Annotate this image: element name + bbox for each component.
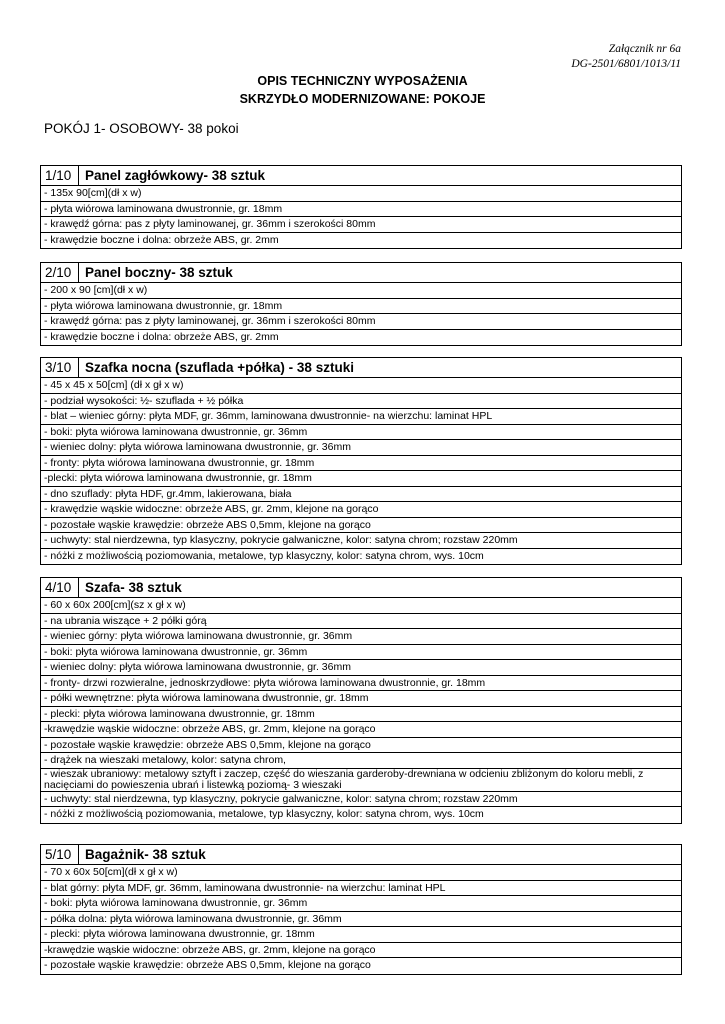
spec-row: - płyta wiórowa laminowana dwustronnie, gr. 18mm — [41, 299, 681, 315]
section-header — [41, 358, 681, 378]
spec-row: - fronty- drzwi rozwieralne, jednoskrzydłowe: płyta wiórowa laminowana dwustronnie, gr. 18mm — [41, 676, 681, 692]
spec-row: - wieszak ubraniowy: metalowy sztyft i zaczep, część do wieszania garderoby-drewniana w odcieniu zbliżonym do koloru mebli, z nacięciami do powieszenia ubrań i listewką poziomą- 3 wieszaki — [41, 769, 681, 792]
spec-row: - plecki: płyta wiórowa laminowana dwustronnie, gr. 18mm — [41, 707, 681, 723]
spec-row: - płyta wiórowa laminowana dwustronnie, gr. 18mm — [41, 202, 681, 218]
section-title: Panel zagłówkowy- 38 sztuk — [85, 168, 266, 183]
spec-row: - półka dolna: płyta wiórowa laminowana dwustronnie, gr. 36mm — [41, 912, 681, 928]
spec-row: - krawędź górna: pas z płyty laminowanej, gr. 36mm i szerokości 80mm — [41, 314, 681, 330]
spec-row: - blat górny: płyta MDF, gr. 36mm, laminowana dwustronnie- na wierzchu: laminat HPL — [41, 881, 681, 897]
spec-row: - plecki: płyta wiórowa laminowana dwustronnie, gr. 18mm — [41, 927, 681, 943]
spec-row: - krawędzie wąskie widoczne: obrzeże ABS, gr. 2mm, klejone na gorąco — [41, 502, 681, 518]
document-title — [0, 72, 725, 108]
spec-row: - 135x 90[cm](dł x w) — [41, 186, 681, 202]
title-line-1: OPIS TECHNICZNY WYPOSAŻENIA — [257, 74, 468, 88]
spec-row: - krawędź górna: pas z płyty laminowanej, gr. 36mm i szerokości 80mm — [41, 217, 681, 233]
section-number: 1/10 — [41, 166, 79, 185]
section-number: 3/10 — [41, 358, 79, 377]
spec-row: - fronty: płyta wiórowa laminowana dwustronnie, gr. 18mm — [41, 456, 681, 472]
spec-row: -plecki: płyta wiórowa laminowana dwustronnie, gr. 18mm — [41, 471, 681, 487]
spec-row: - krawędzie boczne i dolna: obrzeże ABS, gr. 2mm — [44, 330, 279, 343]
section-title: Bagażnik- 38 sztuk — [85, 847, 206, 862]
title-line-2: SKRZYDŁO MODERNIZOWANE: POKOJE — [239, 92, 486, 106]
spec-row: - uchwyty: stal nierdzewna, typ klasyczny, pokrycie galwaniczne, kolor: satyna chrom; rozstaw 220mm — [41, 533, 681, 549]
section-header — [41, 578, 681, 598]
annex-number: Załącznik nr 6a — [608, 43, 681, 55]
spec-row: - wieniec górny: płyta wiórowa laminowana dwustronnie, gr. 36mm — [41, 629, 681, 645]
spec-section-3 — [40, 357, 682, 565]
spec-row: - pozostałe wąskie krawędzie: obrzeże ABS 0,5mm, klejone na gorąco — [41, 738, 681, 754]
spec-row: - krawędzie boczne i dolna: obrzeże ABS, gr. 2mm — [44, 233, 279, 246]
spec-row: - 60 x 60x 200[cm](sz x gł x w) — [41, 598, 681, 614]
spec-section-5 — [40, 844, 682, 975]
spec-row: - na ubrania wiszące + 2 półki górą — [41, 614, 681, 630]
spec-row: - boki: płyta wiórowa laminowana dwustronnie, gr. 36mm — [41, 896, 681, 912]
spec-row: - 45 x 45 x 50[cm] (dł x gł x w) — [41, 378, 681, 394]
spec-section-1 — [40, 165, 682, 249]
section-number: 5/10 — [41, 845, 79, 864]
spec-row: - dno szuflady: płyta HDF, gr.4mm, lakierowana, biała — [41, 487, 681, 503]
section-title: Panel boczny- 38 sztuk — [85, 265, 233, 280]
spec-row: - pozostałe wąskie krawędzie: obrzeże ABS 0,5mm, klejone na gorąco — [44, 959, 371, 971]
spec-row: -krawędzie wąskie widoczne: obrzeże ABS, gr. 2mm, klejone na gorąco — [41, 722, 681, 738]
spec-row: - pozostałe wąskie krawędzie: obrzeże ABS 0,5mm, klejone na gorąco — [41, 518, 681, 534]
spec-row: - boki: płyta wiórowa laminowana dwustronnie, gr. 36mm — [41, 645, 681, 661]
document-reference: DG-2501/6801/1013/11 — [571, 58, 681, 70]
spec-row: - nóżki z możliwością poziomowania, metalowe, typ klasyczny, kolor: satyna chrom, wys. 10cm — [44, 808, 484, 820]
room-heading: POKÓJ 1- OSOBOWY- 38 pokoi — [44, 121, 239, 136]
spec-row: - nóżki z możliwością poziomowania, metalowe, typ klasyczny, kolor: satyna chrom, wys. 10cm — [44, 549, 484, 562]
spec-row: - wieniec dolny: płyta wiórowa laminowana dwustronnie, gr. 36mm — [41, 440, 681, 456]
annex-reference — [571, 42, 681, 72]
section-number: 2/10 — [41, 263, 79, 282]
spec-row: - 200 x 90 [cm](dł x w) — [41, 283, 681, 299]
spec-row: -krawędzie wąskie widoczne: obrzeże ABS, gr. 2mm, klejone na gorąco — [41, 943, 681, 959]
spec-row: - boki: płyta wiórowa laminowana dwustronnie, gr. 36mm — [41, 425, 681, 441]
section-number: 4/10 — [41, 578, 79, 597]
spec-section-4 — [40, 577, 682, 824]
spec-row: - blat – wieniec górny: płyta MDF, gr. 36mm, laminowana dwustronnie- na wierzchu: laminat HPL — [41, 409, 681, 425]
spec-row: - uchwyty: stal nierdzewna, typ klasyczny, pokrycie galwaniczne, kolor: satyna chrom; rozstaw 220mm — [41, 792, 681, 808]
section-title: Szafka nocna (szuflada +półka) - 38 sztuki — [85, 360, 354, 375]
section-header — [41, 845, 681, 865]
spec-row: - półki wewnętrzne: płyta wiórowa laminowana dwustronnie, gr. 18mm — [41, 691, 681, 707]
section-title: Szafa- 38 sztuk — [85, 580, 182, 595]
spec-row: - podział wysokości: ½- szuflada + ½ półka — [41, 394, 681, 410]
section-header — [41, 166, 681, 186]
spec-row: - 70 x 60x 50[cm](dł x gł x w) — [41, 865, 681, 881]
section-header — [41, 263, 681, 283]
spec-row: - drążek na wieszaki metalowy, kolor: satyna chrom, — [41, 753, 681, 769]
spec-row: - wieniec dolny: płyta wiórowa laminowana dwustronnie, gr. 36mm — [41, 660, 681, 676]
spec-section-2 — [40, 262, 682, 346]
